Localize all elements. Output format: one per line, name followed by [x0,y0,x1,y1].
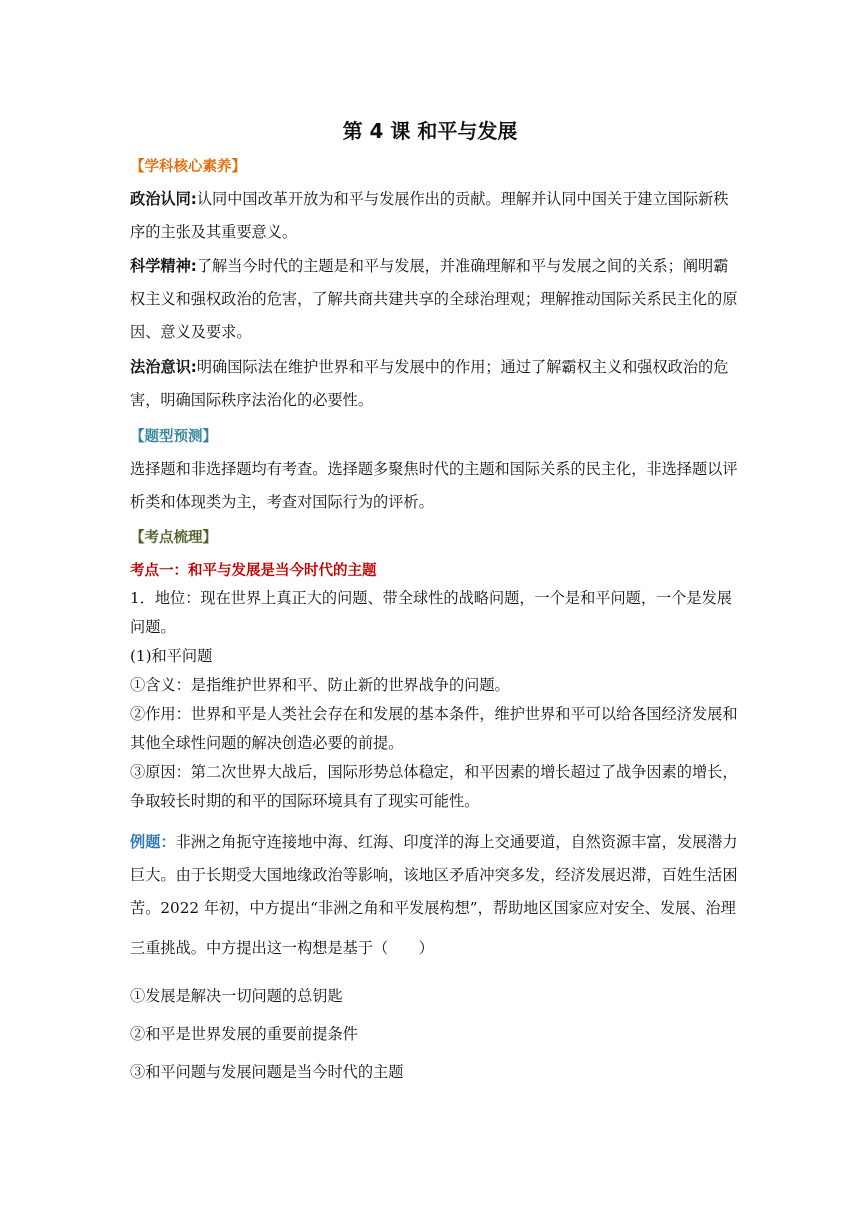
review-content [130,558,740,816]
point-one-title: 考点一：和平与发展是当今时代的主题 [130,563,377,579]
core-literacy-section [130,155,740,179]
page-title: 第 4 课 和平与发展 [342,119,518,143]
science-spirit-label: 科学精神: [130,257,197,275]
rule-of-law-text: 明确国际法在维护世界和平与发展中的作用；通过了解霸权主义和强权政治的危害，明确国际秩序法治化的必要性。 [130,358,729,409]
review-heading: 【考点梳理】 [130,530,217,546]
review-section [130,526,740,550]
science-spirit-text: 了解当今时代的主题是和平与发展，并准确理解和平与发展之间的关系；阐明霸权主义和强权政治的危害，了解共商共建共享的全球治理观；理解推动国际关系民主化的原因、意义及要求。 [130,257,738,341]
example-option-3: ③和平问题与发展问题是当今时代的主题 [130,1063,404,1081]
example-label: 例题： [130,833,176,851]
example-question: 三重挑战。中方提出这一构想是基于（ ） [130,939,434,957]
meaning-item: ①含义：是指维护世界和平、防止新的世界战争的问题。 [130,676,510,694]
science-spirit-paragraph [130,250,740,349]
example-option-1: ①发展是解决一切问题的总钥匙 [130,987,343,1005]
political-identity-paragraph [130,183,740,249]
example-paragraph [130,826,740,925]
peace-subheading: (1)和平问题 [130,647,213,665]
prediction-section [130,425,740,449]
prediction-paragraph: 选择题和非选择题均有考查。选择题多聚焦时代的主题和国际关系的民主化，非选择题以评析类和体现类为主，考查对国际行为的评析。 [130,460,738,511]
core-literacy-heading: 【学科核心素养】 [130,159,246,175]
political-identity-text: 认同中国改革开放为和平与发展作出的贡献。理解并认同中国关于建立国际新秩序的主张及其重要意义。 [130,190,729,241]
example-option-2: ②和平是世界发展的重要前提条件 [130,1025,358,1043]
example-text: 非洲之角扼守连接地中海、红海、印度洋的海上交通要道，自然资源丰富，发展潜力巨大。由于长期受大国地缘政治等影响，该地区矛盾冲突多发，经济发展迟滞，百姓生活困苦。2022 年初，中方提出“非洲之角和平发展构想”，帮助地区国家应对安全、发展、治理 [130,833,738,917]
rule-of-law-label: 法治意识: [130,358,197,376]
role-item: ②作用：世界和平是人类社会存在和发展的基本条件，维护世界和平可以给各国经济发展和其他全球性问题的解决创造必要的前提。 [130,705,738,752]
reason-item: ③原因：第二次世界大战后，国际形势总体稳定，和平因素的增长超过了战争因素的增长，争取较长时期的和平的国际环境具有了现实可能性。 [130,763,738,810]
rule-of-law-paragraph [130,351,740,417]
prediction-heading: 【题型预测】 [130,429,217,445]
status-item: 1．地位：现在世界上真正大的问题、带全球性的战略问题，一个是和平问题，一个是发展问题。 [130,589,732,636]
political-identity-label: 政治认同: [130,190,197,208]
